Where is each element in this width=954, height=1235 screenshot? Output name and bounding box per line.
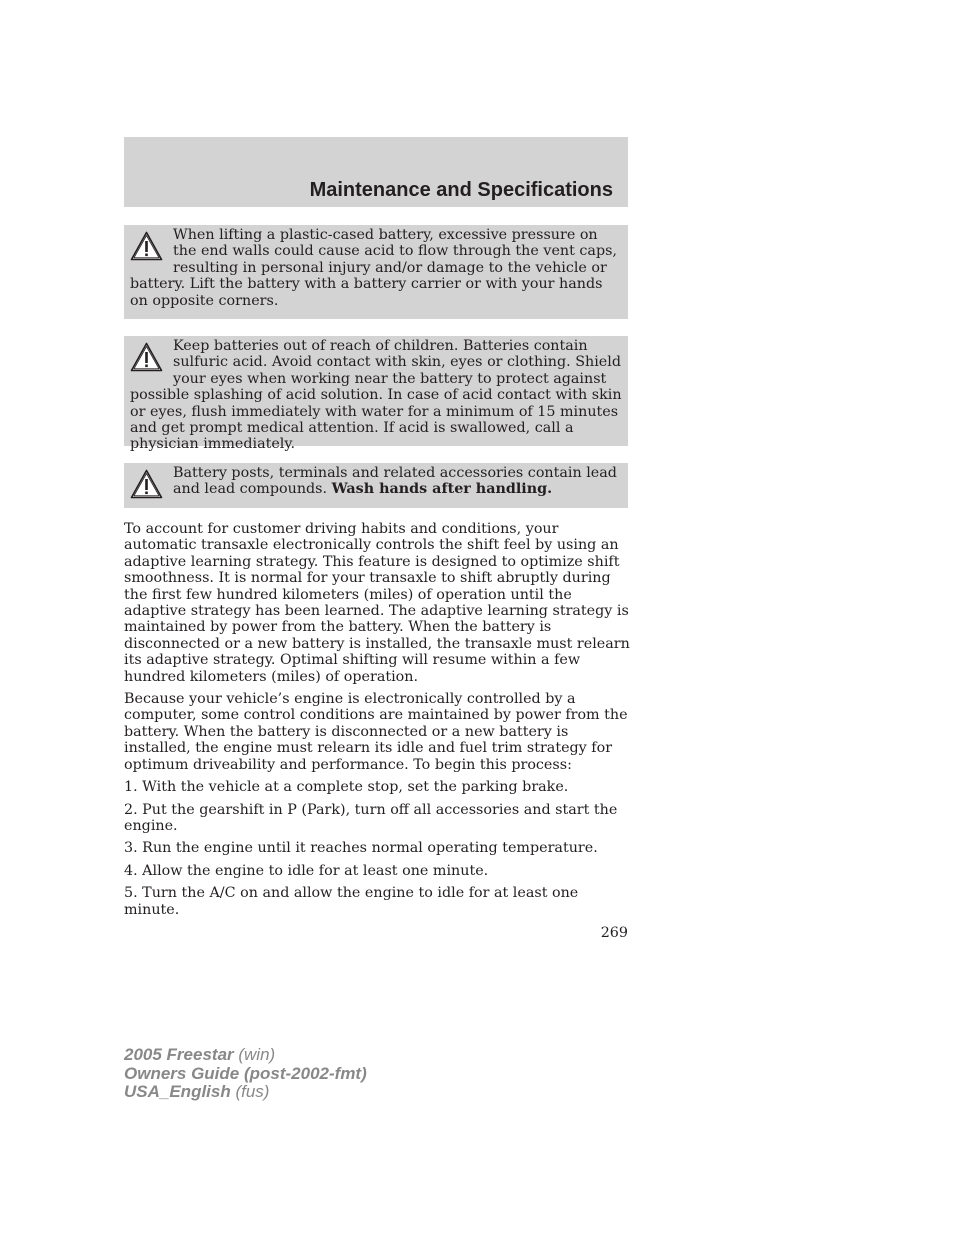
step-item: 3. Run the engine until it reaches normal operating temperature. [124,840,598,857]
body-content [124,521,634,924]
warning-triangle-icon [130,342,163,372]
warning-text-plain: Battery posts, terminals and related accessories contain lead and lead compounds. [173,465,617,498]
step-item: 2. Put the gearshift in P (Park), turn off all accessories and start the engine. [124,801,618,834]
section-title: Maintenance and Specifications [309,179,613,201]
step-item: 5. Turn the A/C on and allow the engine to idle for at least one minute. [124,885,579,918]
paragraph-engine-relearn: Because your vehicle’s engine is electronically controlled by a computer, some control conditions are maintained by power from the battery. When the battery is disconnected or a new battery is installed, the engine must relearn its idle and fuel trim strategy for optimum driveability and performance. To begin this process: [124,691,628,773]
document-footer [124,1046,367,1102]
warning-text: Keep batteries out of reach of children. Batteries contain sulfuric acid. Avoid contact with skin, eyes or clothing. Shield your eyes when working near the battery to protect against possible splashing of acid solution. In case of acid contact with skin or eyes, flush immediately with water for a minimum of 15 minutes and get prompt medical attention. If acid is swallowed, call a physician immediately. [130,338,622,453]
warning-box-lead [124,463,628,508]
footer-line-language: USA_English (fus) [124,1082,270,1102]
warning-box-children [124,336,628,453]
warning-triangle-icon [130,469,163,499]
warning-text [130,465,622,498]
warning-text-bold: Wash hands after handling. [331,481,553,498]
warning-box-lifting [124,225,628,319]
warning-text: When lifting a plastic-cased battery, excessive pressure on the end walls could cause acid to flow through the vent caps, resulting in personal injury and/or damage to the vehicle or battery. Lift the battery with a battery carrier or with your hands on opposite corners. [130,227,617,309]
warning-triangle-icon [130,231,163,261]
page-number: 269 [600,925,628,941]
step-item: 1. With the vehicle at a complete stop, set the parking brake. [124,779,569,796]
footer-line-model: 2005 Freestar (win) [124,1045,276,1064]
step-item: 4. Allow the engine to idle for at least one minute. [124,862,489,879]
footer-line-guide: Owners Guide (post-2002-fmt) [124,1063,367,1083]
paragraph-adaptive-transaxle: To account for customer driving habits and conditions, your automatic transaxle electronically controls the shift feel by using an adaptive learning strategy. This feature is designed to optimize shift smoothness. It is normal for your transaxle to shift abruptly during the first few hundred kilometers (miles) of operation until the adaptive strategy has been learned. The adaptive learning strategy is maintained by power from the battery. When the battery is disconnected or a new battery is installed, the transaxle must relearn its adaptive strategy. Optimal shifting will resume within a few hundred kilometers (miles) of operation. [124,521,630,685]
section-header-band [124,137,628,207]
